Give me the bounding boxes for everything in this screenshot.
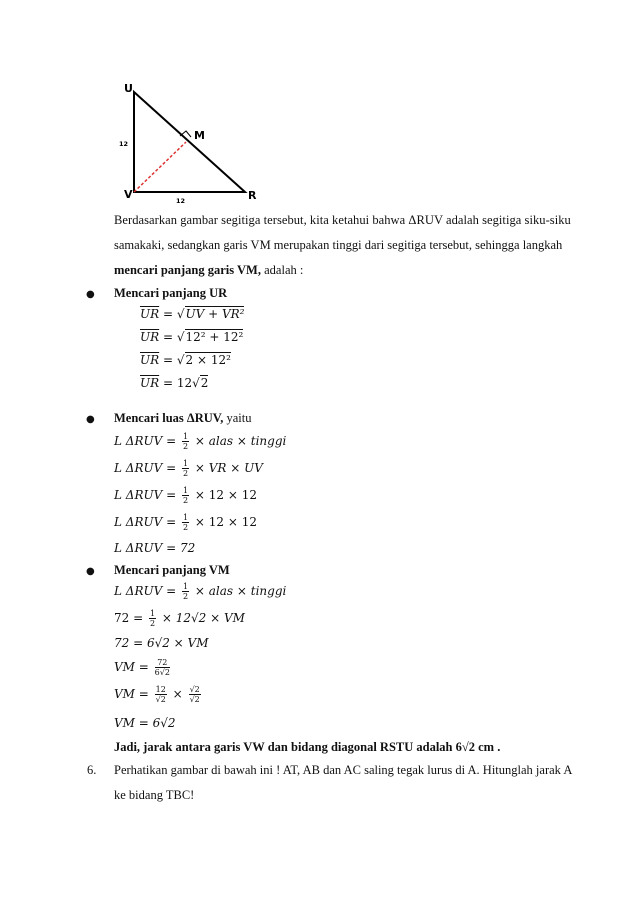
intro-line-2: samakaki, sedangkan garis VM merupakan tinggi dari segitiga tersebut, sehingga langkah [114, 238, 563, 252]
ur-line-2: $\overline{UR} = √12^2 + 12^2$ [140, 330, 244, 344]
bullet-icon: ● [86, 566, 95, 577]
bullet-icon: ● [86, 414, 95, 425]
intro-line-3 [114, 263, 303, 278]
ur-line-3: $\overline{UR} = √2 \times 12^2$ [140, 353, 231, 367]
vm-line-6: VM = 6√2 [114, 716, 176, 730]
question-number: 6. [87, 763, 97, 777]
label-v: V [124, 188, 133, 201]
vm-line-5: VM = $\frac{12}{√2}$ × $\frac{√2}{√2}$ [114, 685, 200, 704]
section-ur-title: Mencari panjang UR [114, 286, 228, 300]
luas-line-1: L ΔRUV = $\frac{1}{2}$ × alas × tinggi [114, 432, 287, 451]
ur-line-1: $\overline{UR} = √UV + VR^2$ [140, 307, 245, 321]
label-u: U [124, 82, 133, 95]
vm-line-1: L ΔRUV = $\frac{1}{2}$ × alas × tinggi [114, 582, 287, 601]
luas-line-4: L ΔRUV = $\frac{1}{2}$ × 12 × 12 [114, 513, 257, 532]
ur-line-4: $\overline{UR} = 12√2$ [140, 376, 209, 390]
vm-line-3: 72 = 6√2 × VM [114, 636, 209, 650]
intro-line-1: Berdasarkan gambar segitiga tersebut, kita ketahui bahwa ΔRUV adalah segitiga siku-siku [114, 213, 571, 227]
vm-line-4: VM = $\frac{72}{6√2}$ [114, 658, 170, 677]
label-m: M [194, 129, 205, 142]
triangle-figure [110, 80, 270, 210]
question-6-line-1: Perhatikan gambar di bawah ini ! AT, AB dan AC saling tegak lurus di A. Hitunglah jarak A [114, 763, 573, 777]
luas-final: L ΔRUV = 72 [114, 541, 196, 555]
intro-line-3-rest: adalah : [261, 263, 304, 277]
intro-line-3-bold: mencari panjang garis VM, [114, 263, 261, 277]
section-vm-title: Mencari panjang VM [114, 563, 230, 577]
side-bottom-label: 12 [176, 197, 186, 205]
luas-line-3: L ΔRUV = $\frac{1}{2}$ × 12 × 12 [114, 486, 257, 505]
bullet-icon: ● [86, 289, 95, 300]
luas-line-2: L ΔRUV = $\frac{1}{2}$ × VR × UV [114, 459, 263, 478]
label-r: R [248, 189, 257, 202]
question-6-line-2: ke bidang TBC! [114, 788, 195, 802]
section-luas-title: Mencari luas ΔRUV, yaitu [114, 411, 252, 425]
vm-line-2: 72 = $\frac{1}{2}$ × 12√2 × VM [114, 609, 245, 628]
conclusion: Jadi, jarak antara garis VW dan bidang diagonal RSTU adalah 6√2 cm . [114, 740, 501, 754]
side-left-label: 12 [119, 140, 129, 148]
